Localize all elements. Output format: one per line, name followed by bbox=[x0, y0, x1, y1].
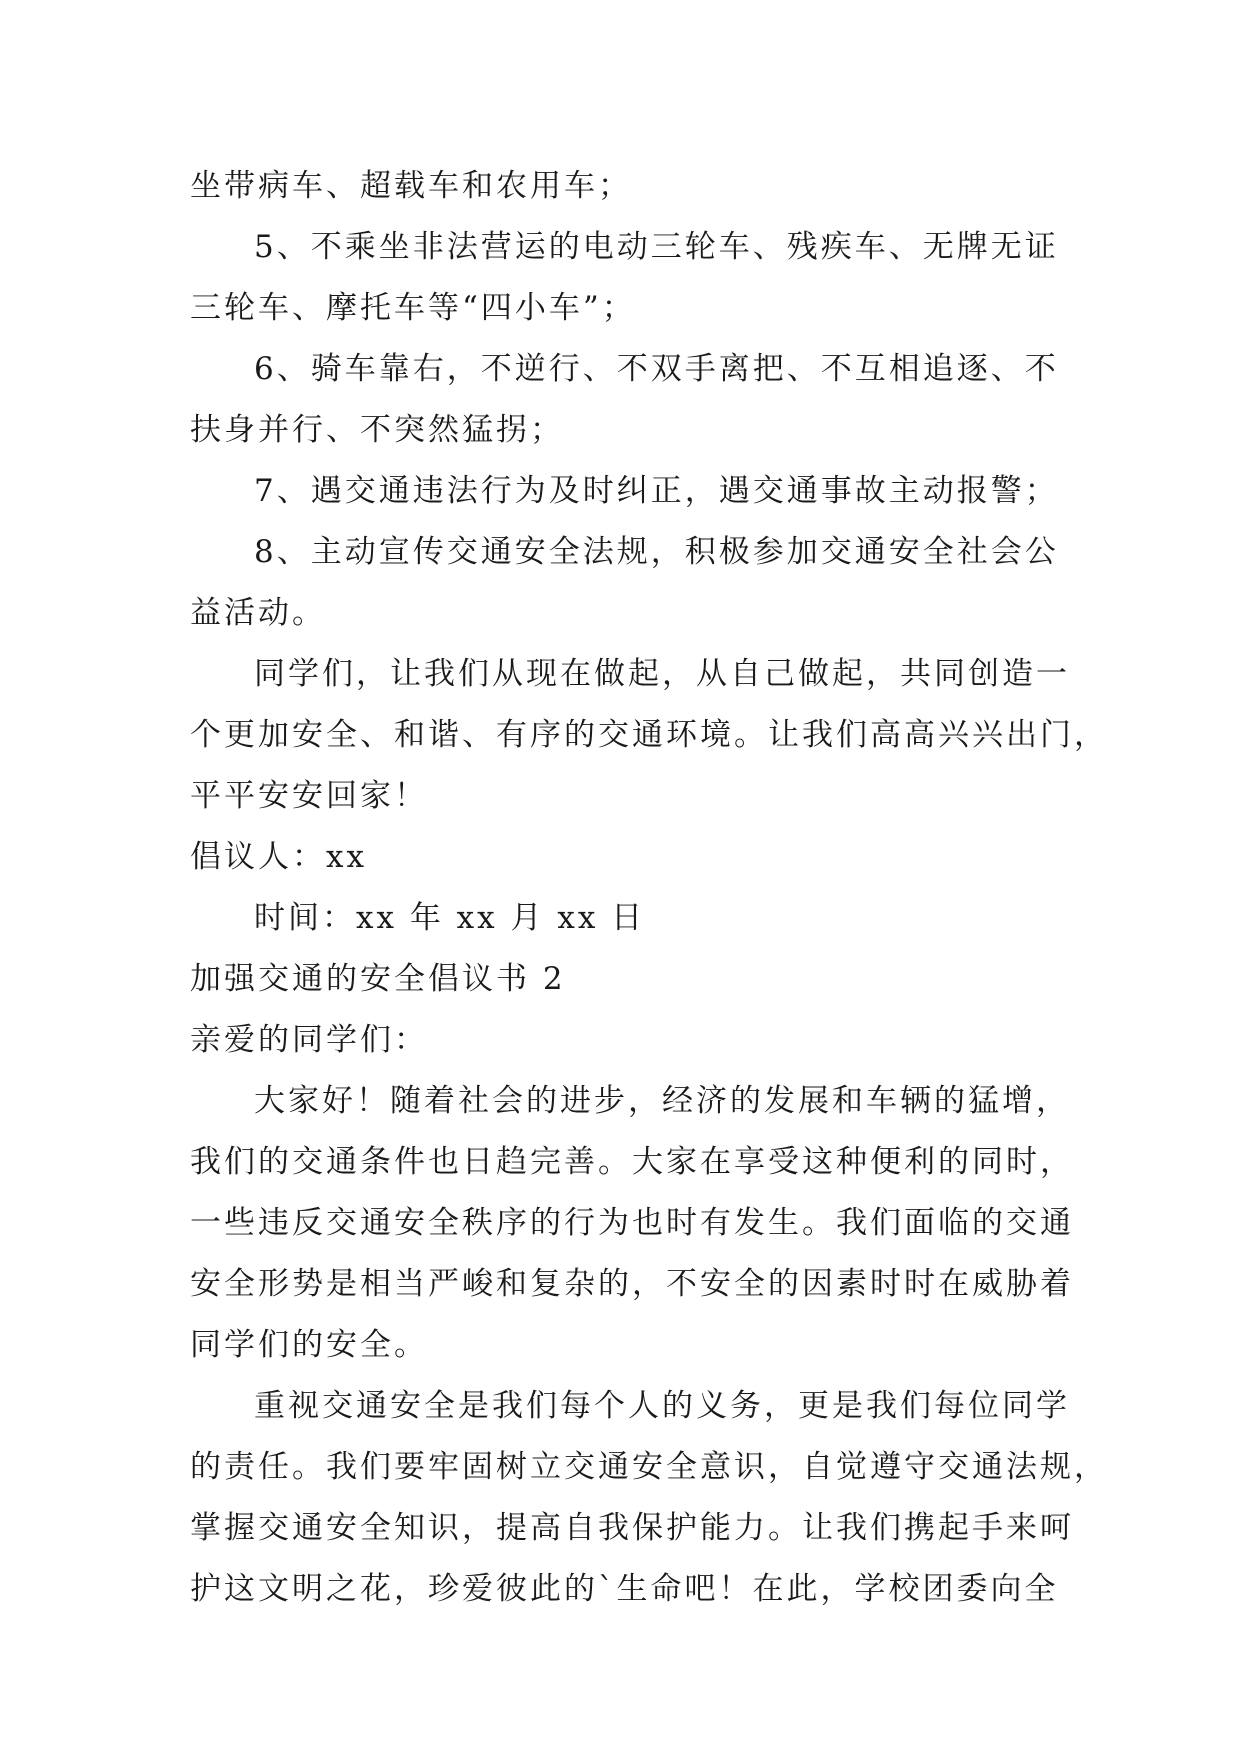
text-line: 5、不乘坐非法营运的电动三轮车、残疾车、无牌无证 bbox=[254, 229, 1059, 265]
text-line: 时间：xx 年 xx 月 xx 日 bbox=[254, 900, 646, 936]
text-line: 三轮车、摩托车等“四小车”； bbox=[190, 290, 636, 326]
text-line: 益活动。 bbox=[190, 595, 326, 631]
text-line: 坐带病车、超载车和农用车； bbox=[190, 168, 632, 204]
text-line: 我们的交通条件也日趋完善。大家在享受这种便利的同时， bbox=[190, 1144, 1074, 1180]
text-line: 大家好！随着社会的进步，经济的发展和车辆的猛增， bbox=[254, 1083, 1070, 1119]
document-body bbox=[190, 156, 1108, 1620]
section-title: 加强交通的安全倡议书 2 bbox=[190, 961, 566, 997]
text-line: 个更加安全、和谐、有序的交通环境。让我们高高兴兴出门， bbox=[190, 717, 1108, 753]
text-line: 8、主动宣传交通安全法规，积极参加交通安全社会公 bbox=[254, 534, 1059, 570]
salutation: 亲爱的同学们： bbox=[190, 1022, 428, 1058]
text-line: 护这文明之花，珍爱彼此的`生命吧！在此，学校团委向全 bbox=[190, 1571, 1059, 1607]
text-line: 同学们的安全。 bbox=[190, 1327, 428, 1363]
text-line: 掌握交通安全知识，提高自我保护能力。让我们携起手来呵 bbox=[190, 1510, 1074, 1546]
text-line: 7、遇交通违法行为及时纠正，遇交通事故主动报警； bbox=[254, 473, 1059, 509]
text-line: 平平安安回家！ bbox=[190, 778, 428, 814]
text-line: 安全形势是相当严峻和复杂的，不安全的因素时时在威胁着 bbox=[190, 1266, 1074, 1302]
text-line: 同学们，让我们从现在做起，从自己做起，共同创造一 bbox=[254, 656, 1070, 692]
text-line: 的责任。我们要牢固树立交通安全意识，自觉遵守交通法规， bbox=[190, 1449, 1108, 1485]
text-line: 一些违反交通安全秩序的行为也时有发生。我们面临的交通 bbox=[190, 1205, 1074, 1241]
text-line: 重视交通安全是我们每个人的义务，更是我们每位同学 bbox=[254, 1388, 1070, 1424]
text-line: 倡议人：xx bbox=[190, 839, 367, 875]
text-line: 扶身并行、不突然猛拐； bbox=[190, 412, 564, 448]
text-line: 6、骑车靠右，不逆行、不双手离把、不互相追逐、不 bbox=[254, 351, 1059, 387]
